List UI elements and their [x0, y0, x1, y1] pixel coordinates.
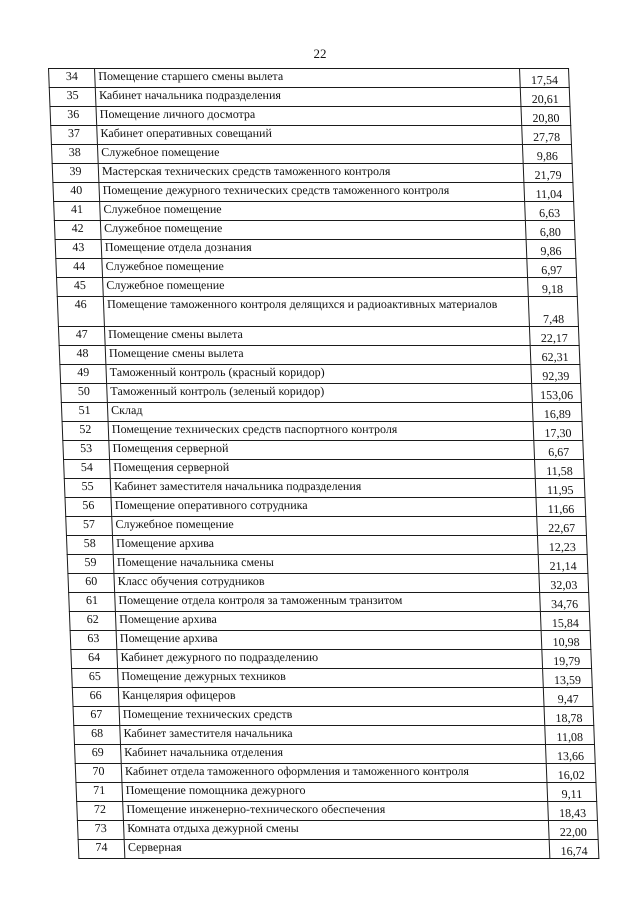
- rooms-table: [48, 68, 599, 859]
- row-number-cell: 45: [57, 278, 104, 297]
- table-row: [70, 631, 591, 650]
- table-row: [78, 840, 599, 859]
- row-number-cell: 73: [77, 821, 124, 840]
- table-row: [68, 574, 589, 593]
- rooms-table-wrapper: [48, 68, 598, 859]
- row-number-cell: 39: [52, 164, 99, 183]
- table-row: [71, 650, 592, 669]
- room-area-cell: 27,78: [522, 126, 572, 145]
- room-name-cell: Служебное помещение: [100, 202, 526, 221]
- table-row: [58, 327, 579, 346]
- table-row: [61, 384, 582, 403]
- room-name-cell: Помещение отдела дознания: [101, 240, 527, 259]
- room-name-cell: Серверная: [124, 840, 550, 859]
- room-name-cell: Помещение инженерно-технического обеспечения: [123, 802, 549, 821]
- table-row: [51, 145, 572, 164]
- room-area-cell: 153,06: [532, 384, 582, 403]
- row-number-cell: 40: [53, 183, 100, 202]
- table-row: [65, 498, 586, 517]
- room-area-cell: 92,39: [531, 365, 581, 384]
- room-name-cell: Помещение таможенного контроля делящихся и радиоактивных материалов: [103, 297, 529, 327]
- room-name-cell: Помещение технических средств паспортного контроля: [108, 422, 534, 441]
- room-area-cell: 22,17: [529, 327, 579, 346]
- room-name-cell: Помещение архива: [115, 612, 541, 631]
- table-row: [54, 202, 575, 221]
- room-name-cell: Кабинет оперативных совещаний: [97, 126, 523, 145]
- table-row: [77, 802, 598, 821]
- room-name-cell: Помещение начальника смены: [113, 555, 539, 574]
- row-number-cell: 74: [78, 840, 125, 859]
- room-name-cell: Кабинет отдела таможенного оформления и таможенного контроля: [121, 764, 547, 783]
- room-area-cell: 16,74: [549, 840, 599, 859]
- room-name-cell: Кабинет начальника подразделения: [95, 88, 521, 107]
- room-area-cell: 18,78: [544, 707, 594, 726]
- room-area-cell: 19,79: [542, 650, 592, 669]
- room-name-cell: Кабинет заместителя начальника подразделения: [110, 479, 536, 498]
- room-area-cell: 7,48: [528, 297, 578, 327]
- table-row: [76, 783, 597, 802]
- row-number-cell: 61: [69, 593, 116, 612]
- row-number-cell: 51: [61, 403, 108, 422]
- room-name-cell: Помещение смены вылета: [104, 327, 530, 346]
- table-row: [55, 240, 576, 259]
- row-number-cell: 58: [66, 536, 113, 555]
- table-row: [53, 183, 574, 202]
- row-number-cell: 59: [67, 555, 114, 574]
- table-row: [57, 278, 578, 297]
- table-row: [66, 536, 587, 555]
- room-name-cell: Помещение технических средств: [119, 707, 545, 726]
- table-row: [49, 88, 570, 107]
- room-name-cell: Таможенный контроль (зеленый коридор): [107, 384, 533, 403]
- room-name-cell: Служебное помещение: [112, 517, 538, 536]
- row-number-cell: 66: [72, 688, 119, 707]
- table-row: [77, 821, 598, 840]
- room-area-cell: 15,84: [540, 612, 590, 631]
- room-area-cell: 6,67: [534, 441, 584, 460]
- table-row: [54, 221, 575, 240]
- room-name-cell: Помещения серверной: [109, 441, 535, 460]
- room-area-cell: 32,03: [539, 574, 589, 593]
- room-name-cell: Комната отдыха дежурной смены: [123, 821, 549, 840]
- room-name-cell: Склад: [107, 403, 533, 422]
- room-name-cell: Класс обучения сотрудников: [114, 574, 540, 593]
- row-number-cell: 60: [68, 574, 115, 593]
- room-name-cell: Помещение отдела контроля за таможенным транзитом: [115, 593, 541, 612]
- table-row: [62, 422, 583, 441]
- row-number-cell: 42: [54, 221, 101, 240]
- row-number-cell: 56: [65, 498, 112, 517]
- row-number-cell: 46: [57, 297, 104, 327]
- row-number-cell: 70: [75, 764, 122, 783]
- table-row: [67, 555, 588, 574]
- room-area-cell: 11,66: [536, 498, 586, 517]
- table-row: [74, 726, 595, 745]
- row-number-cell: 37: [51, 126, 98, 145]
- row-number-cell: 52: [62, 422, 109, 441]
- room-area-cell: 9,18: [528, 278, 578, 297]
- room-name-cell: Помещения серверной: [110, 460, 536, 479]
- room-name-cell: Помещение старшего смены вылета: [95, 69, 521, 88]
- table-row: [74, 745, 595, 764]
- table-row: [75, 764, 596, 783]
- row-number-cell: 64: [71, 650, 118, 669]
- row-number-cell: 65: [72, 669, 119, 688]
- table-row: [61, 403, 582, 422]
- row-number-cell: 50: [61, 384, 108, 403]
- table-row: [49, 69, 570, 88]
- room-name-cell: Канцелярия офицеров: [118, 688, 544, 707]
- table-row: [64, 479, 585, 498]
- room-name-cell: Кабинет дежурного по подразделению: [117, 650, 543, 669]
- room-area-cell: 62,31: [530, 346, 580, 365]
- table-row: [51, 126, 572, 145]
- room-area-cell: 6,80: [525, 221, 575, 240]
- row-number-cell: 63: [70, 631, 117, 650]
- room-area-cell: 22,00: [548, 821, 598, 840]
- room-area-cell: 12,23: [537, 536, 587, 555]
- row-number-cell: 35: [49, 88, 96, 107]
- room-area-cell: 18,43: [548, 802, 598, 821]
- room-name-cell: Таможенный контроль (красный коридор): [106, 365, 532, 384]
- room-name-cell: Служебное помещение: [102, 259, 528, 278]
- row-number-cell: 34: [49, 69, 96, 88]
- room-name-cell: Кабинет начальника отделения: [120, 745, 546, 764]
- room-area-cell: 9,86: [526, 240, 576, 259]
- row-number-cell: 62: [69, 612, 116, 631]
- room-name-cell: Кабинет заместителя начальника: [120, 726, 546, 745]
- row-number-cell: 69: [74, 745, 121, 764]
- room-name-cell: Мастерская технических средств таможенного контроля: [98, 164, 524, 183]
- table-row: [69, 593, 590, 612]
- room-area-cell: 21,14: [538, 555, 588, 574]
- room-area-cell: 22,67: [537, 517, 587, 536]
- room-area-cell: 13,59: [543, 669, 593, 688]
- table-row: [72, 669, 593, 688]
- room-area-cell: 11,04: [524, 183, 574, 202]
- room-area-cell: 6,63: [525, 202, 575, 221]
- table-row: [59, 346, 580, 365]
- row-number-cell: 47: [58, 327, 105, 346]
- room-name-cell: Помещение архива: [112, 536, 538, 555]
- page-number: 22: [313, 46, 327, 61]
- table-row: [56, 259, 577, 278]
- row-number-cell: 71: [76, 783, 123, 802]
- table-row: [66, 517, 587, 536]
- room-area-cell: 20,80: [521, 107, 571, 126]
- room-name-cell: Помещение дежурных техников: [118, 669, 544, 688]
- table-row: [60, 365, 581, 384]
- row-number-cell: 43: [55, 240, 102, 259]
- room-area-cell: 34,76: [540, 593, 590, 612]
- room-name-cell: Помещение дежурного технических средств таможенного контроля: [99, 183, 525, 202]
- room-area-cell: 6,97: [527, 259, 577, 278]
- rooms-table-body: [49, 69, 599, 859]
- room-area-cell: 9,11: [547, 783, 597, 802]
- room-name-cell: Помещение личного досмотра: [96, 107, 522, 126]
- room-area-cell: 11,58: [535, 460, 585, 479]
- table-row: [52, 164, 573, 183]
- room-name-cell: Служебное помещение: [103, 278, 529, 297]
- room-name-cell: Помещение помощника дежурного: [122, 783, 548, 802]
- room-name-cell: Помещение архива: [116, 631, 542, 650]
- room-area-cell: 9,47: [543, 688, 593, 707]
- table-row: [73, 707, 594, 726]
- table-row: [50, 107, 571, 126]
- row-number-cell: 48: [59, 346, 106, 365]
- row-number-cell: 53: [63, 441, 110, 460]
- room-area-cell: 20,61: [520, 88, 570, 107]
- room-area-cell: 11,08: [545, 726, 595, 745]
- table-row: [57, 297, 578, 327]
- table-row: [64, 460, 585, 479]
- row-number-cell: 38: [51, 145, 98, 164]
- room-area-cell: 9,86: [522, 145, 572, 164]
- row-number-cell: 44: [56, 259, 103, 278]
- room-area-cell: 16,02: [546, 764, 596, 783]
- row-number-cell: 67: [73, 707, 120, 726]
- room-area-cell: 13,66: [545, 745, 595, 764]
- room-area-cell: 21,79: [523, 164, 573, 183]
- room-area-cell: 16,89: [532, 403, 582, 422]
- room-area-cell: 10,98: [541, 631, 591, 650]
- room-name-cell: Помещение смены вылета: [105, 346, 531, 365]
- row-number-cell: 68: [74, 726, 121, 745]
- table-row: [63, 441, 584, 460]
- table-row: [72, 688, 593, 707]
- room-name-cell: Служебное помещение: [100, 221, 526, 240]
- table-row: [69, 612, 590, 631]
- room-area-cell: 17,54: [520, 69, 570, 88]
- room-name-cell: Служебное помещение: [97, 145, 523, 164]
- row-number-cell: 57: [66, 517, 113, 536]
- row-number-cell: 55: [64, 479, 111, 498]
- row-number-cell: 72: [77, 802, 124, 821]
- row-number-cell: 41: [54, 202, 101, 221]
- row-number-cell: 54: [64, 460, 111, 479]
- room-area-cell: 17,30: [533, 422, 583, 441]
- row-number-cell: 36: [50, 107, 97, 126]
- room-name-cell: Помещение оперативного сотрудника: [111, 498, 537, 517]
- room-area-cell: 11,95: [535, 479, 585, 498]
- row-number-cell: 49: [60, 365, 107, 384]
